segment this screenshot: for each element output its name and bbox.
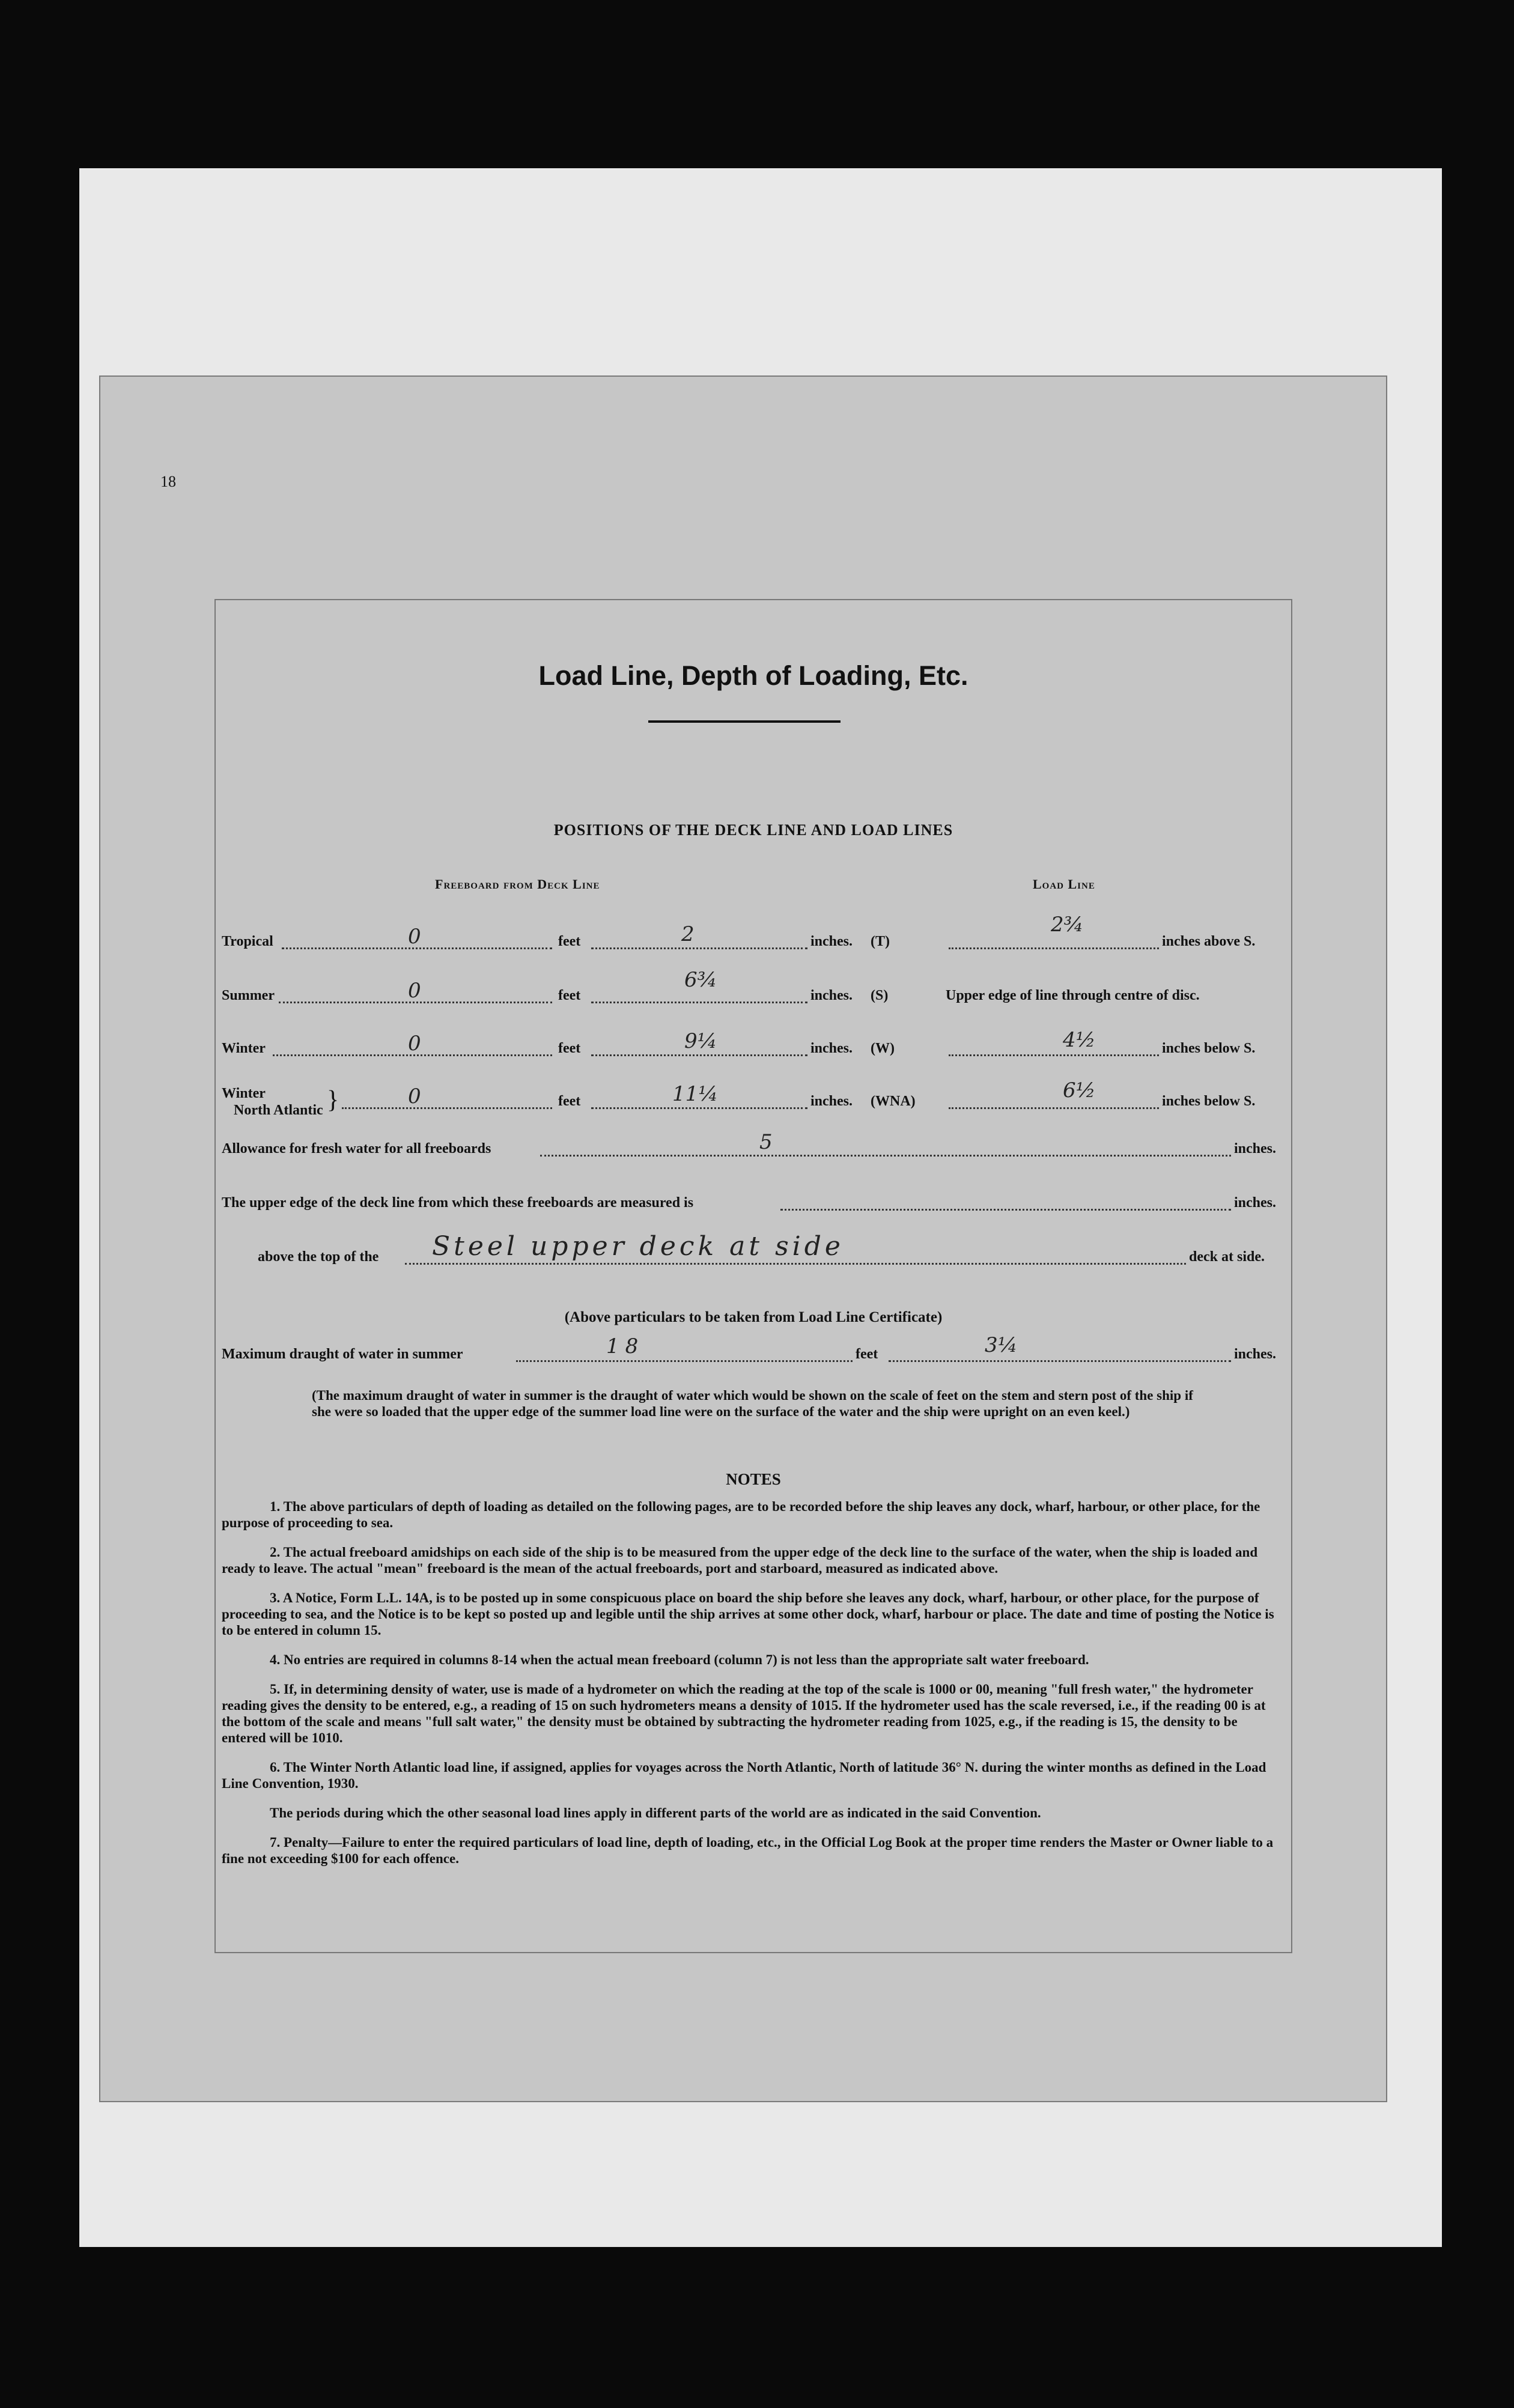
note-item: The periods during which the other seasonal load lines apply in different parts of the world are as indicated in the said Convention. <box>270 1805 1041 1820</box>
load-line-suffix: inches below S. <box>1162 1093 1256 1109</box>
page-title: Load Line, Depth of Loading, Etc. <box>538 660 968 691</box>
certificate-note: (Above particulars to be taken from Load Line Certificate) <box>564 1309 943 1325</box>
note-item: 7. Penalty—Failure to enter the required particulars of load line, depth of loading, etc., in the Official Log Book at the proper time renders the Master or Owner liable to a fine not exceeding $100 for each offence. <box>222 1835 1274 1866</box>
feet-value: 0 <box>408 925 421 949</box>
feet-value: 0 <box>408 1032 421 1056</box>
draught-explanation <box>312 1387 1207 1420</box>
inches-value: 9¼ <box>684 1029 717 1053</box>
inches-label: inches. <box>810 934 853 949</box>
section-title: POSITIONS OF THE DECK LINE AND LOAD LINES <box>553 821 953 839</box>
line-code: (W) <box>871 1041 895 1056</box>
note-item: 1. The above particulars of depth of loading as detailed on the following pages, are to be recorded before the ship leaves any dock, wharf, harbour, or other place, for the purpose of proceeding to sea. <box>222 1499 1260 1530</box>
leader-dots <box>949 947 1159 949</box>
note-item: 5. If, in determining density of water, use is made of a hydrometer on which the reading at the top of the scale is 1000 or 00, meaning "full fresh water," the hydrometer reading gives the density to be entered, e.g., a reading of 15 on such hydrometers means a density of 1015. If the hydrometer used has the scale reversed, i.e., if the reading 00 is at the bottom of the scale and means "full salt water," the density must be obtained by subtracting the hydrometer reading from 1025, e.g., if the reading is 15, the density to be entered will be 1010. <box>222 1682 1266 1745</box>
leader-dots <box>591 1107 807 1109</box>
above-top-label: above the top of the <box>258 1249 379 1265</box>
brace-icon: } <box>327 1086 339 1114</box>
row-label: Summer <box>222 988 275 1003</box>
leader-dots <box>405 1263 1186 1265</box>
load-line-suffix: inches above S. <box>1162 934 1256 949</box>
leader-dots <box>591 947 807 949</box>
note-item: 2. The actual freeboard amidships on each side of the ship is to be measured from the upper edge of the deck line to the surface of the water, when the ship is loaded and ready to leave. The actual "mean" freeboard is the mean of the actual freeboards, port and starboard, measured as indicated above. <box>222 1545 1258 1576</box>
row-label: Tropical <box>222 934 273 949</box>
log-book-page <box>99 375 1387 2102</box>
leader-dots <box>889 1360 1231 1362</box>
load-line-value: 2¾ <box>1051 913 1084 937</box>
leader-dots <box>591 1002 807 1003</box>
deck-description-value: Steel upper deck at side <box>432 1231 844 1262</box>
title-rule <box>648 720 841 723</box>
inches-label: inches. <box>810 988 853 1003</box>
max-draught-feet-label: feet <box>856 1346 878 1362</box>
inches-label: inches. <box>810 1093 853 1109</box>
draught-explanation-text: (The maximum draught of water in summer is the draught of water which would be shown on the scale of feet on the stem and stern post of the ship if she were so loaded that the upper edge of the summer load line were on the surface of the water and the ship were upright on an even keel.) <box>312 1388 1193 1419</box>
above-top-suffix: deck at side. <box>1189 1249 1265 1265</box>
inches-value: 11¼ <box>672 1082 719 1106</box>
allowance-value: 5 <box>759 1130 773 1154</box>
notes-heading: NOTES <box>726 1470 781 1488</box>
max-draught-feet-value: 18 <box>606 1334 645 1358</box>
feet-label: feet <box>558 1041 581 1056</box>
load-line-value: 6½ <box>1063 1078 1096 1102</box>
feet-value: 0 <box>408 979 421 1003</box>
page-number: 18 <box>160 473 176 490</box>
row-label-line1: Winter <box>222 1086 266 1101</box>
inches-label: inches. <box>810 1041 853 1056</box>
load-line-heading: Load Line <box>1033 877 1095 892</box>
load-line-value: 4½ <box>1063 1028 1096 1052</box>
max-draught-inches-label: inches. <box>1234 1346 1277 1362</box>
leader-dots <box>949 1054 1159 1056</box>
inches-value: 6¾ <box>684 968 717 992</box>
inches-value: 2 <box>681 922 695 946</box>
notes-list <box>222 1498 1285 1867</box>
feet-label: feet <box>558 988 581 1003</box>
note-item: 4. No entries are required in columns 8-14 when the actual mean freeboard (column 7) is not less than the appropriate salt water freeboard. <box>270 1652 1089 1667</box>
freeboard-heading: Freeboard from Deck Line <box>435 877 600 892</box>
upper-edge-label: The upper edge of the deck line from which these freeboards are measured is <box>222 1195 694 1211</box>
note-item: 3. A Notice, Form L.L. 14A, is to be posted up in some conspicuous place on board the ship before she leaves any dock, wharf, harbour, or other place, for the purpose of proceeding to sea, and the Notice is to be kept so posted up and legible until the ship arrives at some other dock, wharf, harbour or place. The date and time of posting the Notice is to be entered in column 15. <box>222 1590 1274 1638</box>
leader-dots <box>591 1054 807 1056</box>
row-label: Winter <box>222 1041 266 1056</box>
leader-dots <box>342 1107 552 1109</box>
leader-dots <box>540 1155 1231 1157</box>
feet-label: feet <box>558 1093 581 1109</box>
form-frame <box>214 599 1292 1953</box>
leader-dots <box>516 1360 853 1362</box>
feet-label: feet <box>558 934 581 949</box>
line-code: (T) <box>871 934 890 949</box>
allowance-label: Allowance for fresh water for all freeboards <box>222 1141 491 1157</box>
leader-dots <box>949 1107 1159 1109</box>
line-code: (WNA) <box>871 1093 916 1109</box>
row-label-line2: North Atlantic <box>234 1102 323 1118</box>
leader-dots <box>780 1209 1231 1211</box>
note-item: 6. The Winter North Atlantic load line, if assigned, applies for voyages across the North Atlantic, North of latitude 36° N. during the winter months as defined in the Load Line Convention, 1930. <box>222 1760 1266 1791</box>
feet-value: 0 <box>408 1084 421 1108</box>
max-draught-label: Maximum draught of water in summer <box>222 1346 463 1362</box>
upper-edge-suffix: inches. <box>1234 1195 1277 1211</box>
load-line-text: Upper edge of line through centre of disc. <box>946 988 1200 1003</box>
allowance-suffix: inches. <box>1234 1141 1277 1157</box>
max-draught-inches-value: 3¼ <box>985 1333 1018 1357</box>
line-code: (S) <box>871 988 889 1003</box>
load-line-suffix: inches below S. <box>1162 1041 1256 1056</box>
